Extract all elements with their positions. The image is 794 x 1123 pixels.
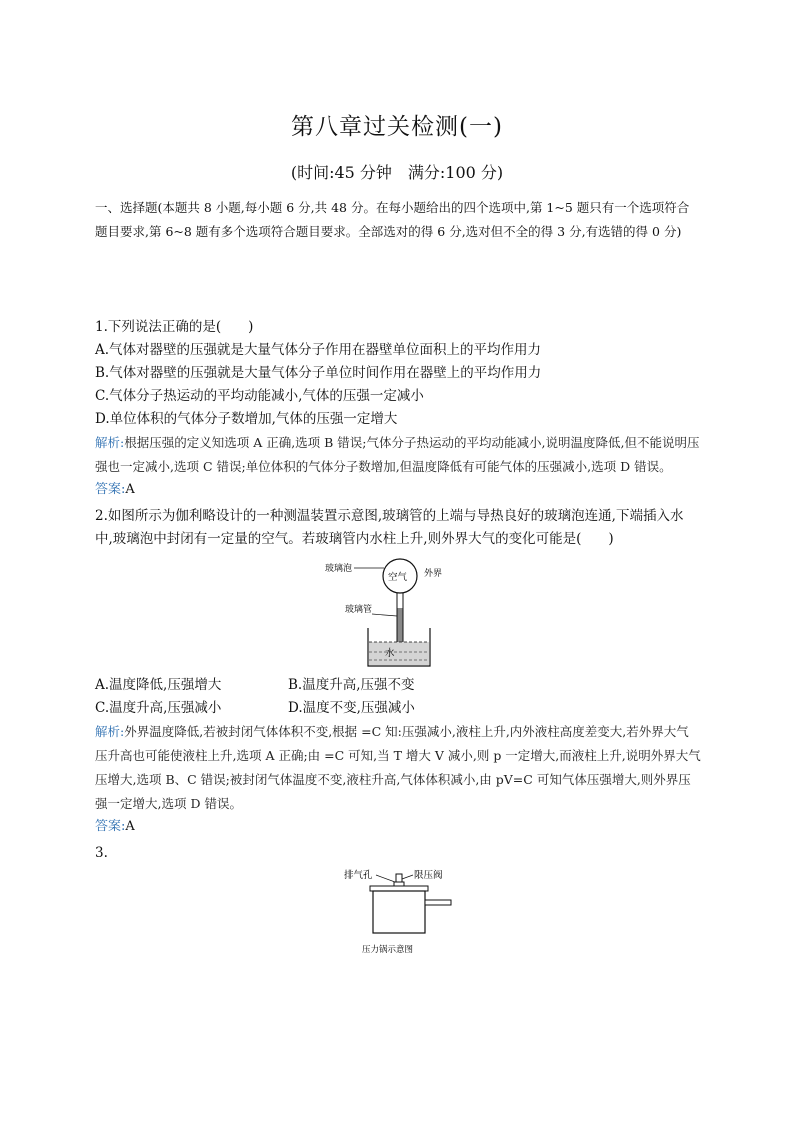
options-row-1 [95,674,701,697]
analysis-label: 解析: [95,435,125,450]
label-air: 空气 [388,572,408,583]
question-1-option-c: C.气体分子热运动的平均动能减小,气体的压强一定减小 [95,388,424,404]
cooker-handle [425,900,451,905]
question-1-option-a: A.气体对器壁的压强就是大量气体分子作用在器壁单位面积上的平均作用力 [95,342,542,358]
question-1-option-d: D.单位体积的气体分子数增加,气体的压强一定增大 [95,411,398,427]
answer-label: 答案: [95,819,126,834]
question-2 [95,505,701,551]
question-2-option-d: D.温度不变,压强减小 [288,700,415,716]
question-1 [95,316,701,501]
question-2-option-a: A.温度降低,压强增大 [95,677,222,693]
analysis-text: 根据压强的定义知选项 A 正确,选项 B 错误;气体分子热运动的平均动能减小,说明温度降低,但不能说明压强也一定减小,选项 C 错误;单位体积的气体分子数增加,但温度降低有可能气体的压强减小,选项 D 错误。 [95,435,700,474]
analysis-label: 解析: [95,724,125,739]
question-1-answer [95,479,701,501]
label-outside: 外界 [424,569,443,579]
label-glass-bulb: 玻璃泡 [325,564,353,574]
label-glass-tube: 玻璃管 [345,605,373,615]
vent-hole-base [394,882,404,886]
page-title: 第八章过关检测(一) [291,114,503,140]
cooker-body [373,891,425,933]
cooker-lid [370,886,428,891]
pressure-cooker-figure [340,864,460,958]
exam-time-score: (时间:45 分钟 满分:100 分) [290,163,504,182]
label-valve: 限压阀 [414,870,443,881]
label-vent: 排气孔 [344,870,373,881]
question-2-answer [95,816,701,838]
question-2-analysis [95,720,701,816]
question-1-stem: 1.下列说法正确的是( ) [95,319,254,335]
answer-value: A [125,482,135,497]
answer-label: 答案: [95,482,126,497]
answer-value: A [125,819,135,834]
galileo-thermometer-figure [325,556,460,672]
leader-vent [376,875,395,882]
leader-tube [372,614,397,616]
options-row-2 [95,697,701,720]
question-2-option-c: C.温度升高,压强减小 [95,700,222,716]
question-3-number: 3. [95,845,108,861]
figure-caption: 压力锅示意图 [362,945,414,955]
question-1-option-b: B.气体对器壁的压强就是大量气体分子单位时间作用在器壁上的平均作用力 [95,365,542,381]
water-body [369,642,429,665]
leader-valve [402,875,413,879]
question-2-option-b: B.温度升高,压强不变 [288,677,415,693]
question-2-options [95,674,701,838]
label-water: 水 [385,648,395,659]
question-1-analysis [95,431,701,479]
section-instructions: 一、选择题(本题共 8 小题,每小题 6 分,共 48 分。在每小题给出的四个选项中,第 1~5 题只有一个选项符合题目要求,第 6~8 题有多个选项符合题目要求。全部选对的得 6 分,选对但不全的得 3 分,有选错的得 0 分) [95,200,690,239]
pressure-valve [396,874,402,882]
analysis-text: 外界温度降低,若被封闭气体体积不变,根据 =C 知:压强减小,液柱上升,内外液柱高度差变大,若外界大气压升高也可能使液柱上升,选项 A 正确;由 =C 可知,当 T 增大 V 减小,则 p 一定增大,而液柱上升,说明外界大气压增大,选项 B、C 错误;被封闭气体温度不变,液柱升高,气体体积减小,由 pV=C 可知气体压强增大,则外界压强一定增大,选项 D 错误。 [95,724,701,811]
question-2-stem: 2.如图所示为伽利略设计的一种测温装置示意图,玻璃管的上端与导热良好的玻璃泡连通,下端插入水中,玻璃泡中封闭有一定量的空气。若玻璃管内水柱上升,则外界大气的变化可能是( ) [95,508,684,547]
question-3 [95,842,701,865]
